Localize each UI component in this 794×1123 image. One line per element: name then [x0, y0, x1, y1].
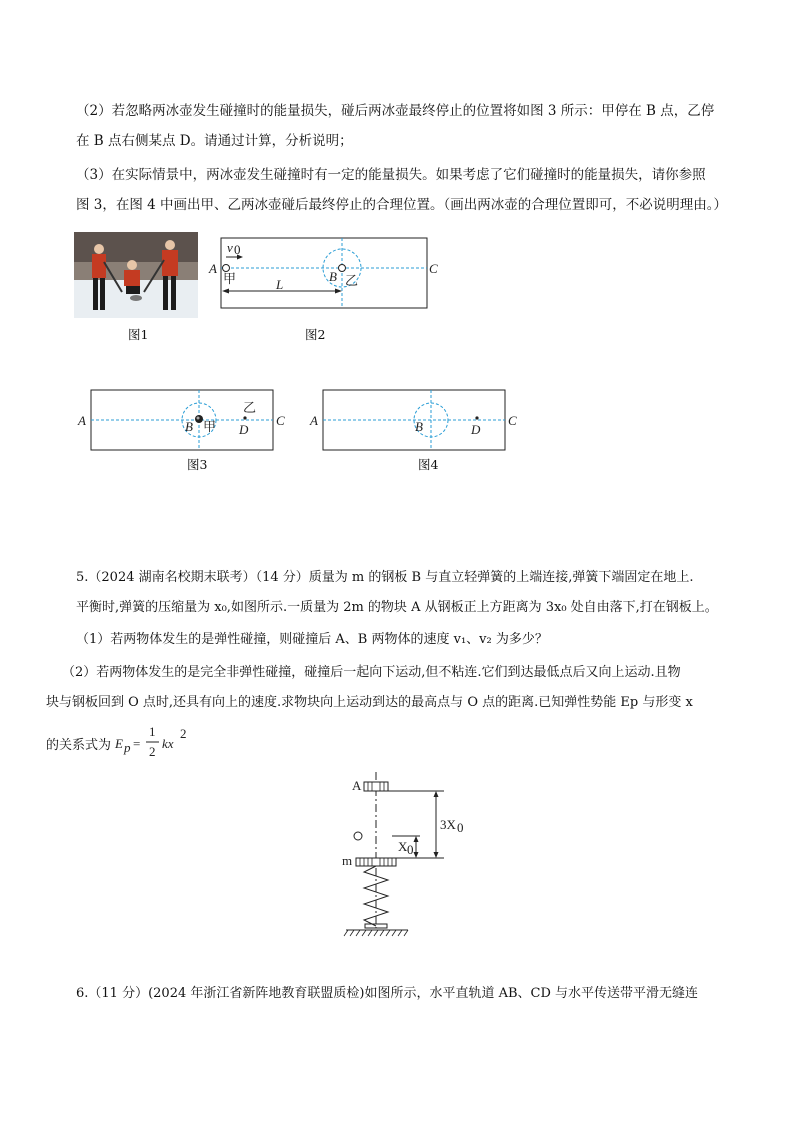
q5-line2: 平衡时,弹簧的压缩量为 x₀,如图所示.一质量为 2m 的物块 A 从钢板正上方距离为 3x₀ 处自由落下,打在钢板上。: [76, 600, 718, 615]
q5-formula-prefix: 的关系式为: [46, 738, 112, 753]
fig3-label-jia: 甲: [203, 419, 217, 434]
fig2-label-jia: 甲: [223, 271, 237, 286]
figure-2-diagram: [205, 233, 445, 313]
q5-part2-line2: 块与钢板回到 O 点时,还具有向上的速度.求物块向上运动到达的最高点与 O 点的距离.已知弹性势能 Ep 与形变 x: [46, 695, 693, 710]
fig4-label-B: B: [415, 419, 423, 434]
fig2-label-v0-sub: 0: [234, 242, 241, 257]
fig3-label-D: D: [239, 422, 249, 437]
figure-1-photo: [74, 232, 198, 318]
fig2-label-C: C: [429, 261, 438, 276]
figure-4-caption: 图4: [418, 457, 439, 472]
q5-part2-line3: [46, 736, 111, 756]
formula-E-sub: p: [124, 740, 131, 755]
fig3-label-C: C: [276, 413, 285, 428]
formula-eq: =: [133, 736, 141, 751]
formula-E: E: [115, 736, 123, 751]
formula-den: 2: [149, 744, 156, 759]
figure-3-caption: 图3: [187, 457, 208, 472]
fig4-label-D: D: [471, 422, 481, 437]
q4-part3-line1: （3）在实际情景中，两冰壶发生碰撞时有一定的能量损失。如果考虑了它们碰撞时的能量损失，请你参照: [76, 167, 706, 183]
q6-line1: 6.（11 分）(2024 年浙江省新阵地教育联盟质检)如图所示，水平直轨道 AB、CD 与水平传送带平滑无缝连: [76, 986, 699, 1001]
fig3-label-B: B: [185, 419, 193, 434]
fig3-label-yi: 乙: [243, 400, 257, 415]
figure-4-diagram: [307, 385, 522, 455]
diagram-label-X0-sub: 0: [407, 842, 414, 857]
q4-part3-line2: 图 3，在图 4 中画出甲、乙两冰壶碰后最终停止的合理位置。（画出两冰壶的合理位置即可，不必说明理由。）: [76, 197, 728, 213]
figure-1-caption: 图1: [128, 327, 149, 342]
figure-3-diagram: [75, 385, 290, 455]
fig4-label-C: C: [508, 413, 517, 428]
q5-part1: （1）若两物体发生的是弹性碰撞，则碰撞后 A、B 两物体的速度 v₁、v₂ 为多少？: [76, 632, 548, 647]
diagram-label-A: A: [352, 778, 362, 793]
q4-part2-line2: 在 B 点右侧某点 D。请通过计算，分析说明；: [76, 133, 353, 149]
q5-spring-diagram: [336, 770, 476, 945]
formula-kx: kx: [162, 736, 174, 751]
q5-part2-line1: （2）若两物体发生的是完全非弹性碰撞，碰撞后一起向下运动,但不粘连.它们到达最低点后又向上运动.且物: [62, 665, 681, 680]
q5-formula: [113, 722, 203, 762]
fig2-label-B: B: [329, 269, 337, 284]
fig4-label-A: A: [310, 413, 318, 428]
q4-part2-line1: （2）若忽略两冰壶发生碰撞时的能量损失，碰后两冰壶最终停止的位置将如图 3 所示：甲停在 B 点，乙停: [76, 103, 715, 119]
figure-2-caption: 图2: [305, 327, 326, 342]
fig2-label-L: L: [276, 277, 284, 292]
fig2-label-yi: 乙: [345, 273, 359, 288]
diagram-label-3X0: 3X: [440, 817, 456, 832]
diagram-label-m: m: [342, 853, 353, 868]
fig3-label-A: A: [78, 413, 86, 428]
formula-num: 1: [149, 724, 156, 739]
q5-line1: 5.（2024 湖南名校期末联考）（14 分）质量为 m 的钢板 B 与直立轻弹簧的上端连接,弹簧下端固定在地上.: [76, 570, 694, 585]
fig2-label-A: A: [209, 261, 217, 276]
diagram-label-X0: X: [398, 839, 408, 854]
diagram-label-3X0-sub: 0: [457, 820, 464, 835]
formula-sup: 2: [180, 726, 187, 741]
fig2-label-v0: v: [227, 240, 233, 255]
